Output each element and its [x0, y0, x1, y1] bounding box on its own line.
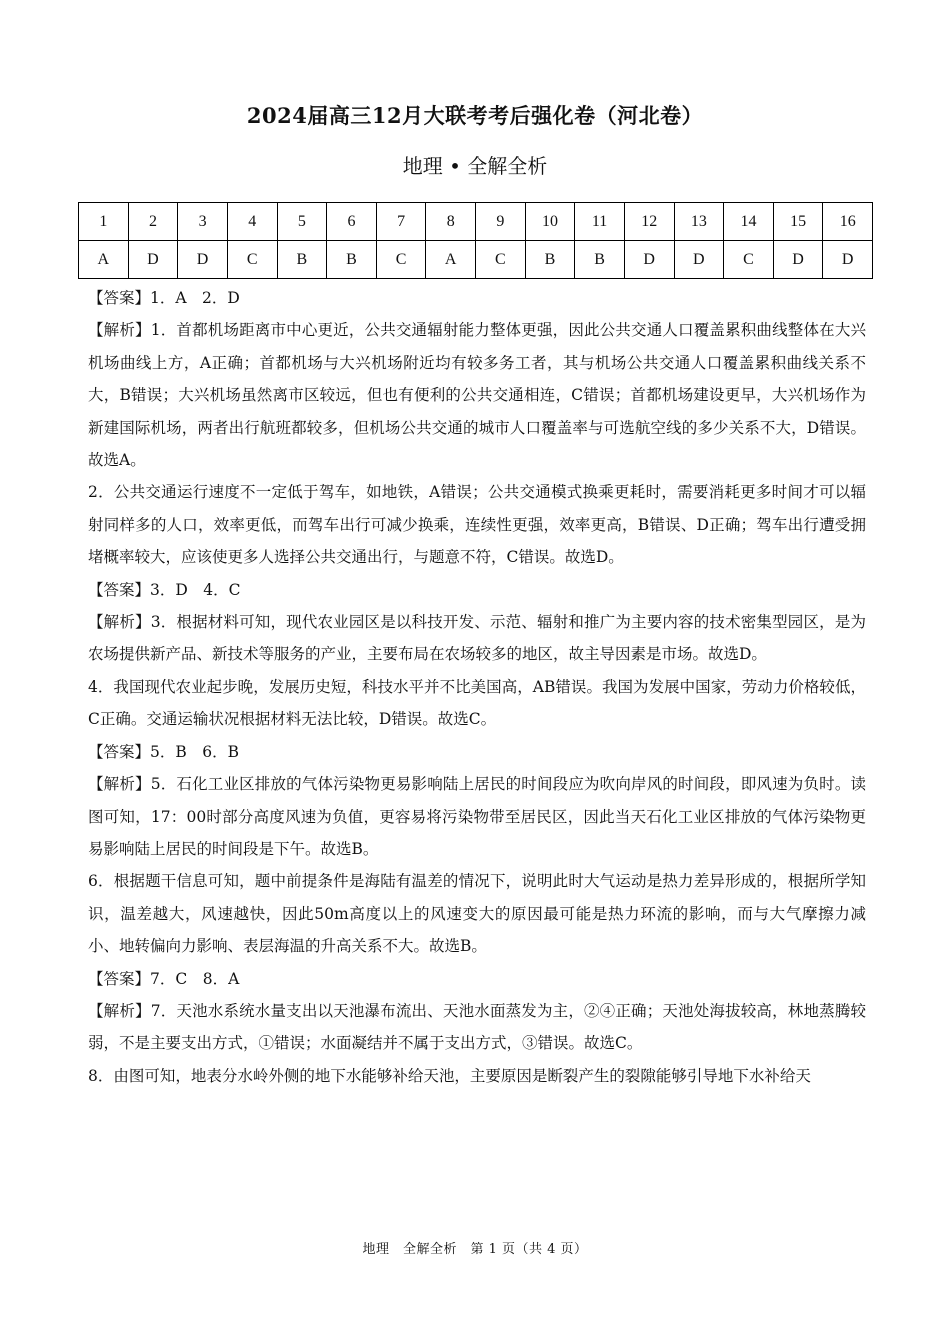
answer-table [78, 202, 873, 279]
question-number: 16 [823, 203, 873, 241]
question-number: 4 [227, 203, 277, 241]
page-subtitle: 地理 • 全解全析 [402, 154, 548, 178]
analysis-paragraph: 4．我国现代农业起步晚，发展历史短，科技水平并不比美国高，AB错误。我国为发展中国家，劳动力价格较低，C正确。交通运输状况根据材料无法比较，D错误。故选C。 [88, 677, 866, 729]
analysis-paragraph: 【解析】7．天池水系统水量支出以天池瀑布流出、天池水面蒸发为主，②④正确；天池处海拔较高，林地蒸腾较弱，不是主要支出方式，①错误；水面凝结并不属于支出方式，③错误。故选C。 [88, 1001, 866, 1053]
page-title: 2024届高三12月大联考考后强化卷（河北卷） [246, 103, 704, 128]
analysis-paragraph: 8．由图可知，地表分水岭外侧的地下水能够补给天池，主要原因是断裂产生的裂隙能够引导地下水补给天 [88, 1066, 811, 1085]
answer-letter: D [624, 241, 674, 279]
answer-letter: C [227, 241, 277, 279]
question-number: 9 [476, 203, 526, 241]
answer-letter: C [376, 241, 426, 279]
answer-letter: D [128, 241, 178, 279]
answer-line: 【答案】3．D 4．C [88, 580, 241, 599]
answer-line: 【答案】7．C 8．A [88, 969, 240, 988]
question-number: 7 [376, 203, 426, 241]
answer-letter: D [823, 241, 873, 279]
question-number: 6 [327, 203, 377, 241]
answer-letter: B [327, 241, 377, 279]
question-number: 15 [773, 203, 823, 241]
answer-line: 【答案】1．A 2．D [88, 289, 240, 307]
answer-letter: B [277, 241, 327, 279]
answer-line: 【答案】5．B 6．B [88, 742, 240, 761]
answer-letter: A [426, 241, 476, 279]
analysis-paragraph: 2．公共交通运行速度不一定低于驾车，如地铁，A错误；公共交通模式换乘更耗时，需要消耗更多时间才可以辐射同样多的人口，效率更低，而驾车出行可减少换乘，连续性更强，效率更高，B错误、D正确；驾车出行遭受拥堵概率较大，应该使更多人选择公共交通出行，与题意不符，C错误。故选D。 [88, 483, 866, 567]
question-number: 10 [525, 203, 575, 241]
question-number: 12 [624, 203, 674, 241]
answer-letter: C [724, 241, 774, 279]
analysis-body [88, 282, 866, 1092]
answer-letter: A [79, 241, 129, 279]
question-number: 14 [724, 203, 774, 241]
answer-table-number-row [79, 203, 873, 241]
question-number: 13 [674, 203, 724, 241]
answer-letter: B [525, 241, 575, 279]
answer-letter: C [476, 241, 526, 279]
answer-letter: D [178, 241, 228, 279]
question-number: 5 [277, 203, 327, 241]
answer-letter: B [575, 241, 625, 279]
question-number: 11 [575, 203, 625, 241]
question-number: 3 [178, 203, 228, 241]
question-number: 8 [426, 203, 476, 241]
question-number: 2 [128, 203, 178, 241]
analysis-paragraph: 【解析】5．石化工业区排放的气体污染物更易影响陆上居民的时间段应为吹向岸风的时间段，即风速为负时。读图可知，17：00时部分高度风速为负值，更容易将污染物带至居民区，因此当天石化工业区排放的气体污染物更易影响陆上居民的时间段是下午。故选B。 [88, 775, 866, 858]
answer-letter: D [674, 241, 724, 279]
analysis-paragraph: 6．根据题干信息可知，题中前提条件是海陆有温差的情况下，说明此时大气运动是热力差异形成的，根据所学知识，温差越大，风速越快，因此50m高度以上的风速变大的原因最可能是热力环流的影响，而与大气摩擦力减小、地转偏向力影响、表层海温的升高关系不大。故选B。 [88, 872, 866, 956]
analysis-paragraph: 【解析】3．根据材料可知，现代农业园区是以科技开发、示范、辐射和推广为主要内容的技术密集型园区，是为农场提供新产品、新技术等服务的产业，主要布局在农场较多的地区，故主导因素是市场。故选D。 [88, 613, 866, 664]
page-footer: 地理 全解全析 第 1 页（共 4 页） [362, 1242, 588, 1257]
answer-table-answer-row [79, 241, 873, 279]
question-number: 1 [79, 203, 129, 241]
answer-letter: D [773, 241, 823, 279]
analysis-paragraph: 【解析】1．首都机场距离市中心更近，公共交通辐射能力整体更强，因此公共交通人口覆盖累积曲线整体在大兴机场曲线上方，A正确；首都机场与大兴机场附近均有较多务工者，其与机场公共交通人口覆盖累积曲线关系不大，B错误；大兴机场虽然离市区较远，但也有便利的公共交通相连，C错误；首都机场建设更早，大兴机场作为新建国际机场，两者出行航班都较多，但机场公共交通的城市人口覆盖率与可选航空线的多少关系不大，D错误。故选A。 [88, 321, 866, 470]
